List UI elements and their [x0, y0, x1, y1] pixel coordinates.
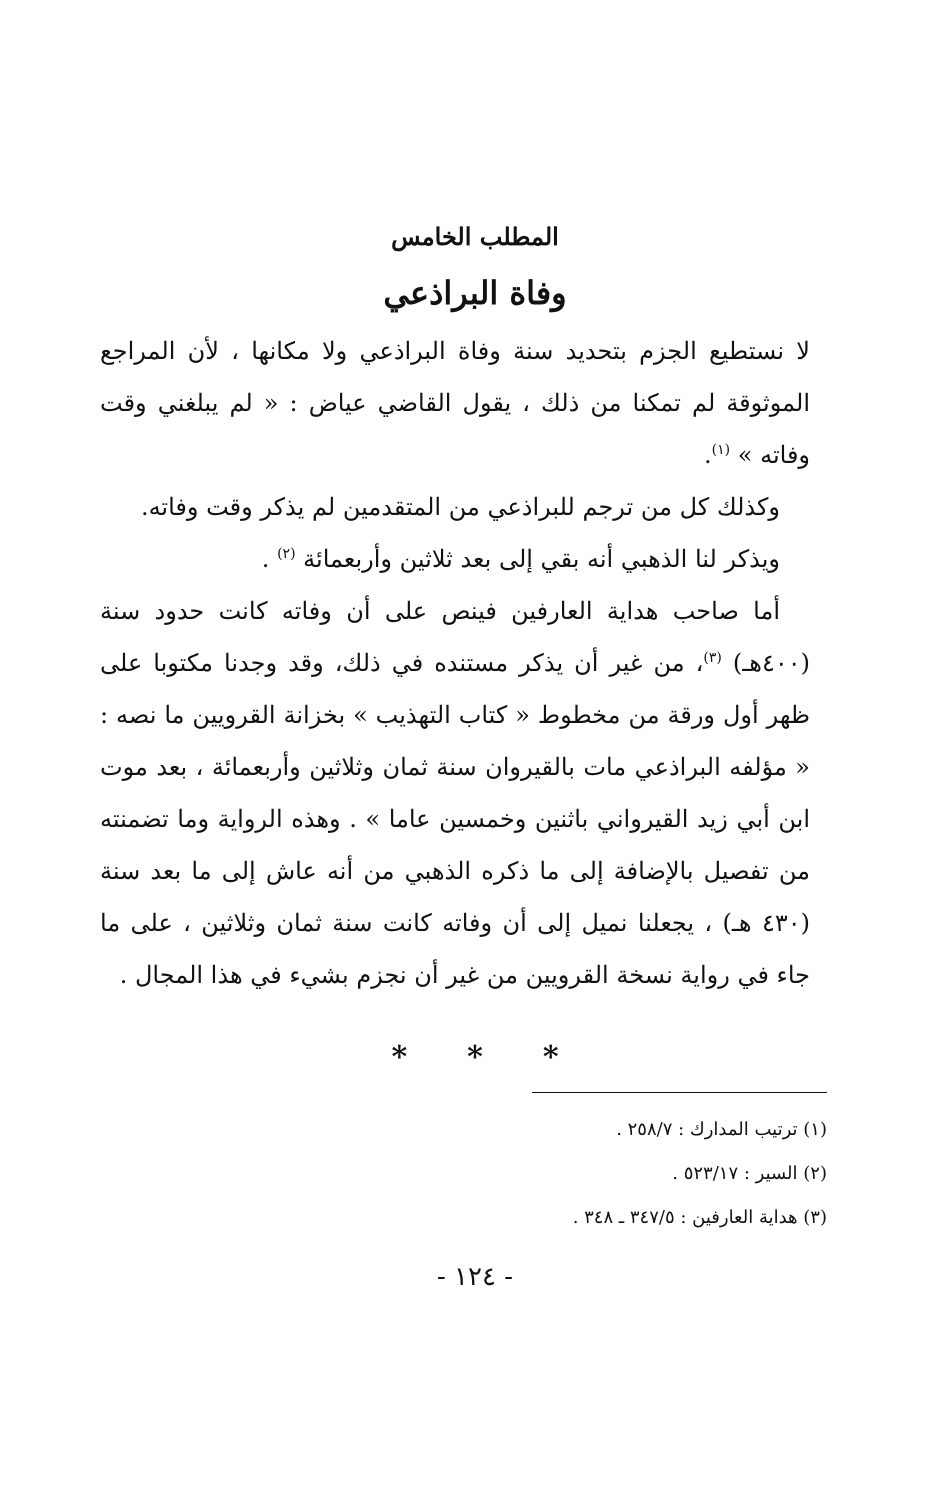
paragraph-2-text: وكذلك كل من ترجم للبراذعي من المتقدمين لم يذكر وقت وفاته. [140, 493, 780, 521]
paragraph-4-text-b: ، من غير أن يذكر مستنده في ذلك، وقد وجدنا مكتوبا على ظهر أول ورقة من مخطوط « كتاب التهذيب » بخزانة القرويين ما نصه : « مؤلفه البراذعي مات بالقيروان سنة ثمان وثلاثين وأربعمائة ، بعد موت ابن أبي زيد القيرواني باثنين وخمسين عاما » . وهذه الرواية وما تضمنته من تفصيل بالإضافة إلى ما ذكره الذهبي من أنه عاش إلى ما بعد سنة (٤٣٠ هـ) ، يجعلنا نميل إلى أن وفاته كانت سنة ثمان وثلاثين ، على ما جاء في رواية نسخة القرويين من غير أن نجزم بشيء في هذا المجال . [100, 649, 810, 989]
footnotes [300, 1108, 827, 1240]
footnote-1: (١) ترتيب المدارك : ٢٥٨/٧ . [616, 1119, 827, 1140]
section-title: وفاة البراذعي [383, 274, 567, 312]
body-text [100, 325, 810, 1001]
footnote-ref-3: (٣) [703, 650, 722, 666]
paragraph-3-text: ويذكر لنا الذهبي أنه بقي إلى بعد ثلاثين وأربعمائة [303, 545, 780, 573]
footnote-ref-1: (١) [711, 442, 731, 458]
paragraph-4-text-a: أما صاحب هداية العارفين فينص على أن وفاته كانت حدود سنة (٤٠٠هـ) [100, 597, 810, 677]
separator-star: * [467, 1040, 483, 1075]
section-label: المطلب الخامس [391, 222, 559, 251]
footnote-3: (٣) هداية العارفين : ٣٤٧/٥ ـ ٣٤٨ . [572, 1207, 827, 1228]
paragraph-3 [100, 533, 810, 585]
page-number: - ١٢٤ - [436, 1262, 514, 1292]
section-separator [0, 1040, 950, 1075]
separator-star: * [391, 1040, 408, 1075]
paragraph-3-end: . [261, 545, 270, 573]
paragraph-1-text: لا نستطيع الجزم بتحديد سنة وفاة البراذعي ولا مكانها ، لأن المراجع الموثوقة لم تمكنا من ذلك ، يقول القاضي عياض : « لم يبلغني وقت وفاته » [100, 337, 810, 469]
footnote-2: (٢) السير : ٥٢٣/١٧ . [672, 1163, 827, 1184]
footnote-ref-2: (٢) [277, 546, 296, 562]
footnote-divider [532, 1092, 827, 1093]
paragraph-4 [100, 585, 810, 1001]
paragraph-2 [100, 481, 810, 533]
paragraph-1-end: . [704, 441, 712, 469]
separator-star: * [542, 1040, 559, 1075]
paragraph-1 [100, 325, 810, 481]
